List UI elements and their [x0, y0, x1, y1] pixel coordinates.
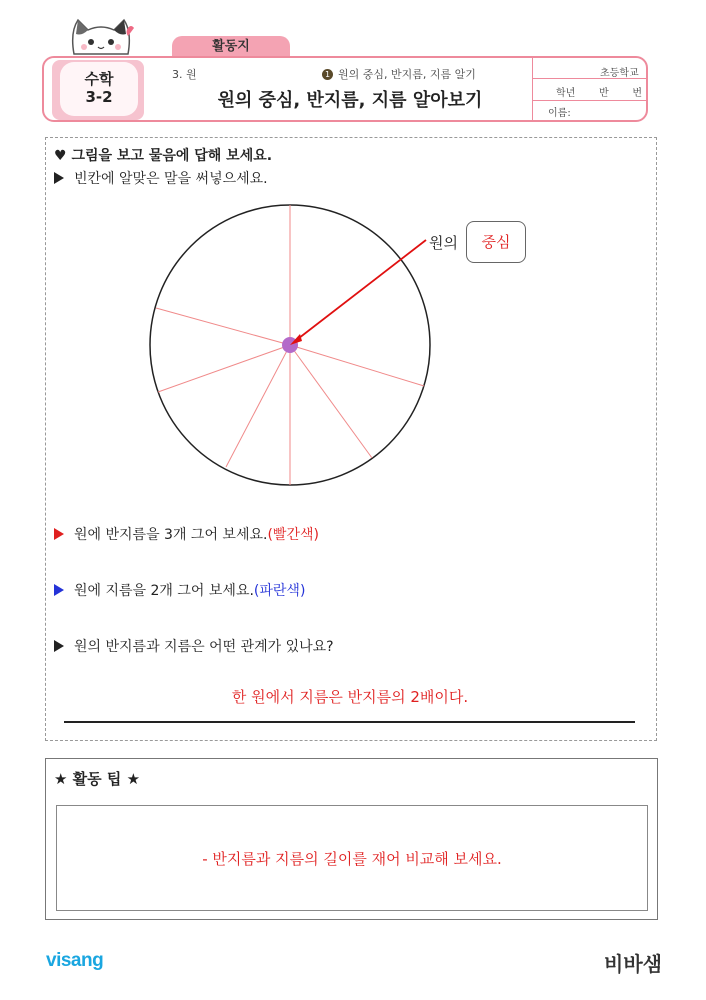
cat-mascot-icon: [66, 14, 136, 60]
goal-number-badge: 1: [322, 69, 333, 80]
divider: [533, 100, 646, 101]
school-label: 초등학교: [600, 68, 639, 79]
tip-title: ★ 활동 팁 ★: [54, 770, 141, 788]
grade-class-number-row: [556, 84, 642, 99]
grade-term: 3-2: [85, 88, 113, 106]
q2-color-hint: (빨간색): [267, 527, 319, 543]
triangle-bullet-icon: [54, 584, 64, 596]
answer-underline: [64, 721, 635, 723]
triangle-bullet-icon: [54, 528, 64, 540]
heart-icon: ♥: [54, 148, 67, 164]
question-1: 빈칸에 알맞은 말을 써넣으세요.: [54, 168, 268, 188]
grade-label: 학년: [556, 88, 576, 99]
question-3: 원에 지름을 2개 그어 보세요.(파란색): [54, 580, 305, 600]
subject-label: [60, 62, 138, 116]
number-label: 번: [632, 88, 642, 99]
question-4: 원의 반지름과 지름은 어떤 관계가 있나요?: [54, 636, 334, 656]
worksheet-tab: 활동지: [172, 36, 290, 58]
class-label: 반: [598, 88, 609, 99]
answer-box-center: 중심: [466, 221, 526, 263]
question-2: 원에 반지름을 3개 그어 보세요.(빨간색): [54, 524, 319, 544]
q3-color-hint: (파란색): [253, 583, 306, 599]
visang-logo: visang: [46, 950, 104, 971]
subject-name: 수학: [84, 70, 114, 88]
name-label: 이름:: [548, 108, 571, 119]
page-title: 원의 중심, 반지름, 지름 알아보기: [217, 90, 483, 111]
answer-text: 한 원에서 지름은 반지름의 2배이다.: [231, 688, 469, 706]
divider: [532, 58, 533, 120]
circle-label: 원의: [429, 234, 458, 252]
instruction: ♥ 그림을 보고 물음에 답해 보세요.: [54, 148, 273, 164]
tip-text: - 반지름과 지름의 길이를 재어 비교해 보세요.: [202, 850, 502, 868]
bibasam-logo: 비바샘: [604, 952, 662, 976]
goal-text: 원의 중심, 반지름, 지름 알기: [338, 68, 476, 81]
unit-label: 3. 원: [172, 68, 197, 81]
learning-goal: [322, 66, 476, 82]
triangle-bullet-icon: [54, 172, 64, 184]
triangle-bullet-icon: [54, 640, 64, 652]
circle-figure: [140, 200, 440, 490]
